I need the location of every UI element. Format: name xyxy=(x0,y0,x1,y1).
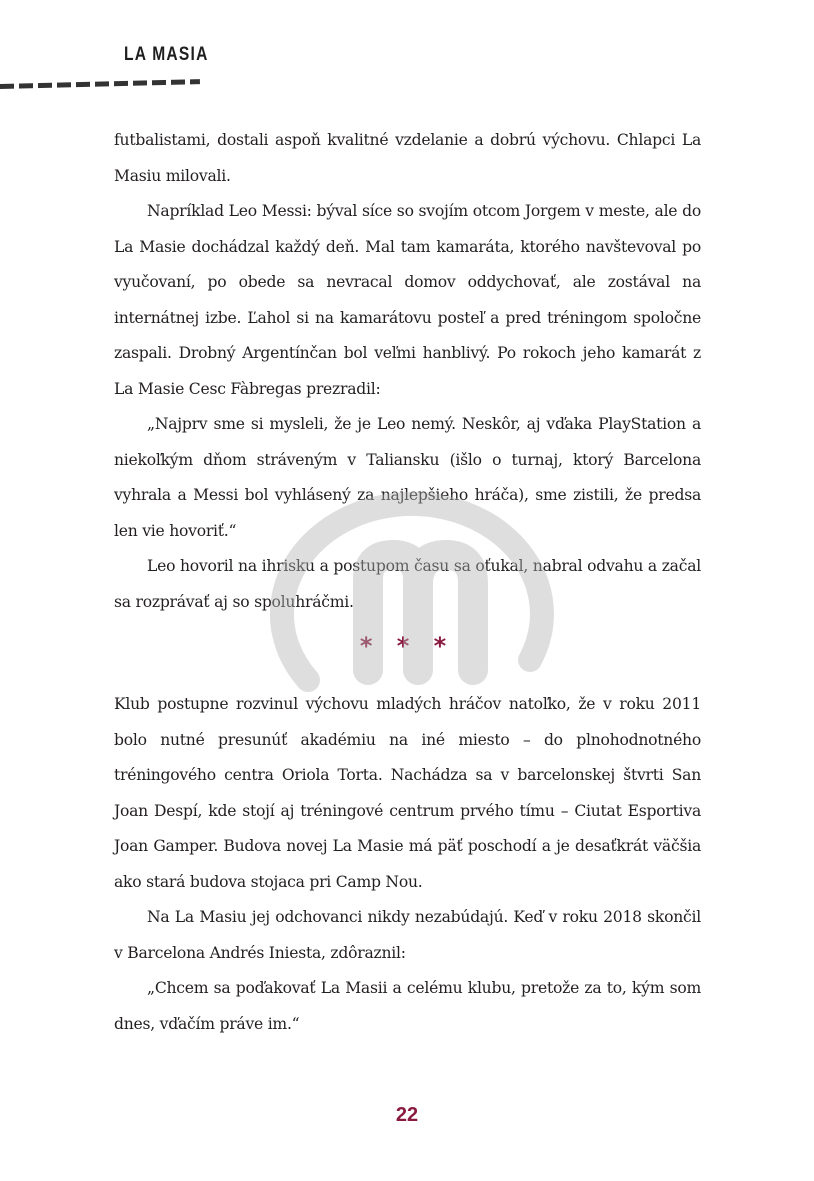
text-block-top xyxy=(114,123,701,620)
text-block-bottom xyxy=(114,687,701,1042)
paragraph: Napríklad Leo Messi: býval síce so svojím otcom Jorgem v meste, ale do La Masie dochádzal každý deň. Mal tam kamaráta, ktorého navštevoval po vyučovaní, po obede sa nevracal domov oddychovať, ale zostával na internátnej izbe. Ľahol si na kamarátovu posteľ a pred tréningom spoločne zaspali. Drobný Argentínčan bol veľmi hanblivý. Po rokoch jeho kamarát z La Masie Cesc Fàbregas prezradil: xyxy=(114,202,701,398)
quote-paragraph: „Najprv sme si mysleli, že je Leo nemý. Neskôr, aj vďaka PlayStation a niekoľkým dňom stráveným v Taliansku (išlo o turnaj, ktorý Barcelona vyhrala a Messi bol vyhlásený za najlepšieho hráča), sme zistili, že predsa len vie hovoriť.“ xyxy=(114,415,701,540)
paragraph: Leo hovoril na ihrisku a postupom času sa oťukal, nabral odvahu a začal sa rozprávať aj so spoluhráčmi. xyxy=(114,557,701,611)
quote-paragraph: „Chcem sa poďakovať La Masii a celému klubu, pretože za to, kým som dnes, vďačím práve im.“ xyxy=(114,979,701,1033)
page-number: 22 xyxy=(395,1104,419,1126)
paragraph: Klub postupne rozvinul výchovu mladých hráčov natoľko, že v roku 2011 bolo nutné presunúť akadémiu na iné miesto – do plnohodnotného tréningového centra Oriola Torta. Nachádza sa v barcelonskej štvrti San Joan Despí, kde stojí aj tréningové centrum prvého tímu – Ciutat Esportiva Joan Gamper. Budova novej La Masie má päť poschodí a je desaťkrát väčšia ako stará budova stojaca pri Camp Nou. xyxy=(114,695,701,891)
running-header: LA MASIA xyxy=(124,44,209,65)
paragraph: Na La Masiu jej odchovanci nikdy nezabúdajú. Keď v roku 2018 skončil v Barcelona Andrés Iniesta, zdôraznil: xyxy=(114,908,701,962)
section-separator: * * * xyxy=(359,632,455,660)
header-dashed-rule xyxy=(0,79,200,89)
paragraph: futbalistami, dostali aspoň kvalitné vzdelanie a dobrú výchovu. Chlapci La Masiu milovali. xyxy=(114,131,701,185)
